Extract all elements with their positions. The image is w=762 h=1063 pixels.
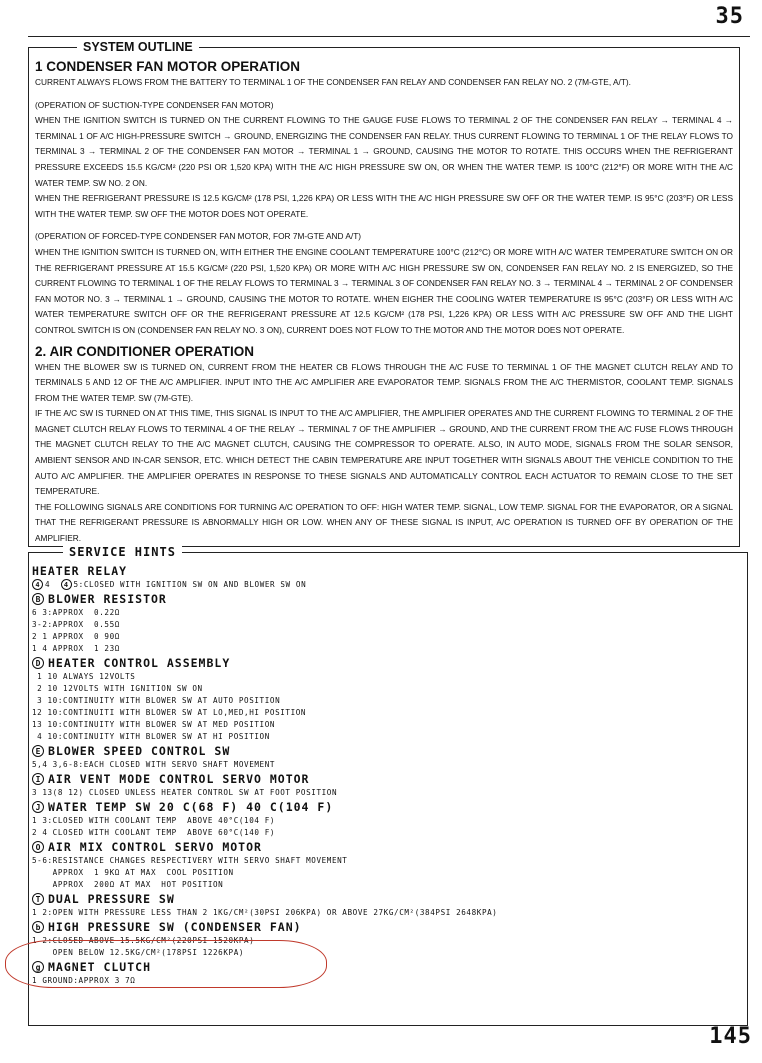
component-letter-icon: B bbox=[32, 593, 44, 605]
hint-line: 3-2:APPROX 0.55Ω bbox=[32, 620, 120, 629]
hint-heading: D HEATER CONTROL ASSEMBLY bbox=[32, 655, 741, 671]
header-rule bbox=[28, 36, 750, 37]
hint-heading: g MAGNET CLUTCH bbox=[32, 959, 741, 975]
component-letter-icon: E bbox=[32, 745, 44, 757]
hint-heading: I AIR VENT MODE CONTROL SERVO MOTOR bbox=[32, 771, 741, 787]
hint-line: 5,4 3,6-8:EACH CLOSED WITH SERVO SHAFT MOVEMENT bbox=[32, 760, 276, 769]
hint-line: 6 3:APPROX 0.22Ω bbox=[32, 608, 120, 617]
red-hand-drawn-circle bbox=[5, 940, 327, 988]
hint-line: APPROX 1 9KΩ AT MAX COOL POSITION bbox=[32, 868, 234, 877]
hint-line: 1 4 APPROX 1 23Ω bbox=[32, 644, 120, 653]
page-number-bottom: 145 bbox=[709, 1024, 752, 1049]
system-outline-title: SYSTEM OUTLINE bbox=[77, 39, 199, 55]
hint-line: 1 GROUND:APPROX 3 7Ω bbox=[32, 976, 136, 985]
component-letter-icon: O bbox=[32, 841, 44, 853]
hint-heading: b HIGH PRESSURE SW (CONDENSER FAN) bbox=[32, 919, 741, 935]
hint-heading: E BLOWER SPEED CONTROL SW bbox=[32, 743, 741, 759]
hint-line: 13 10:CONTINUITY WITH BLOWER SW AT MED POSITION bbox=[32, 720, 276, 729]
hint-line: 4 10:CONTINUITY WITH BLOWER SW AT HI POSITION bbox=[32, 732, 270, 741]
component-letter-icon: b bbox=[32, 921, 44, 933]
hint-heading: HEATER RELAY bbox=[32, 564, 128, 578]
paragraph: (OPERATION OF SUCTION-TYPE CONDENSER FAN MOTOR) bbox=[35, 99, 274, 110]
hint-heading: B BLOWER RESISTOR bbox=[32, 591, 741, 607]
component-letter-icon: 4 bbox=[61, 579, 72, 590]
hint-line: 3 13(8 12) CLOSED UNLESS HEATER CONTROL SW AT FOOT POSITION bbox=[32, 788, 338, 797]
hint-line: 2 1 APPROX 0 90Ω bbox=[32, 632, 120, 641]
hint-line: 1 2:CLOSED ABOVE 15.5KG/CM²(220PSI 1520KPA) bbox=[32, 936, 255, 945]
hint-line: 2 4 CLOSED WITH COOLANT TEMP ABOVE 60°C(140 F) bbox=[32, 828, 276, 837]
hint-heading: J WATER TEMP SW 20 C(68 F) 40 C(104 F) bbox=[32, 799, 741, 815]
paragraph: THE FOLLOWING SIGNALS ARE CONDITIONS FOR TURNING A/C OPERATION TO OFF: HIGH WATER TEMP. SIGNAL, LOW TEMP. SIGNAL FOR THE EVAPORATOR, OR A SIGNAL THAT THE REFRIGERANT PRESSURE IS ABNORMALLY HIGH OR LOW. WHEN ANY OF THESE SIGNAL IS INPUT, A/C OPERATION IS TURNED OFF BY OPERATION OF THE AMPLIFIER. bbox=[35, 501, 733, 544]
hint-line: OPEN BELOW 12.5KG/CM²(178PSI 1226KPA) bbox=[32, 948, 245, 957]
paragraph: WHEN THE IGNITION SWITCH IS TURNED ON THE CURRENT FLOWING TO THE GAUGE FUSE FLOWS TO TERMINAL 2 OF THE CONDENSER FAN RELAY → TERMINAL 4 → TERMINAL 1 OF A/C HIGH-PRESSURE SWITCH → GROUND, ENERGIZING THE CONDENSER FAN RELAY. THUS CURRENT FLOWING TO TERMINAL 1 OF THE RELAY FLOWS TO TERMINAL 3 → TERMINAL 2 OF THE CONDENSER FAN MOTOR → TERMINAL 1 → GROUND, CAUSING THE MOTOR TO ROTATE. THIS OCCURS WHEN THE REFRIGERANT PRESSURE EXCEEDS 15.5 KG/CM² (220 PSI OR 1,520 KPA) WITH THE A/C HIGH PRESSURE SW ON, OR WHEN THE WATER TEMP. IS 100°C (212°F) OR MORE WITH THE A/C WATER TEMP. SW NO. 2 ON. bbox=[35, 115, 733, 188]
hint-line: APPROX 200Ω AT MAX HOT POSITION bbox=[32, 880, 224, 889]
hint-heading: T DUAL PRESSURE SW bbox=[32, 891, 741, 907]
paragraph: WHEN THE IGNITION SWITCH IS TURNED ON, WITH EITHER THE ENGINE COOLANT TEMPERATURE 100°C (212°C) OR MORE WITH A/C WATER TEMPERATURE SWITCH ON OR THE REFRIGERANT PRESSURE AT 15.5 KG/CM² (220 PSI, 1,520 KPA) OR MORE WITH A/C HIGH PRESSURE SW ON, CONDENSER FAN RELAY NO. 2 IS ENERGIZED, SO THE CURRENT FLOWING TO TERMINAL 1 OF THE RELAY FLOWS TO TERMINAL 3 → TERMINAL 3 OF CONDENSER FAN RELAY NO. 3 → TERMINAL 4 → TERMINAL 2 OF CONDENSER FAN MOTOR NO. 3 → TERMINAL 1 → GROUND, CAUSING THE MOTOR TO ROTATE. WHEN EIGHER THE COOLING WATER TEMPERATURE IS 95°C (203°F) OR LESS WITH A/C WATER TEMPERATURE SWITCH OFF OR THE REFRIGERANT PRESSURE AT 12.5 KG/CM² (178 PSI, 1,226 KPA) OR LESS WITH A/C PRESSURE SW OFF AND THE LIGHT CONTROL SWITCH IS ON (CONDENSER FAN RELAY NO. 3 ON), CURRENT DOES NOT FLOW TO THE MOTOR AND THE MOTOR DOES NOT OPERATE. bbox=[35, 246, 733, 335]
component-letter-icon: J bbox=[32, 801, 44, 813]
paragraph: IF THE A/C SW IS TURNED ON AT THIS TIME, THIS SIGNAL IS INPUT TO THE A/C AMPLIFIER, THE AMPLIFIER OPERATES AND THE CURRENT FLOWING TO TERMINAL 2 OF THE MAGNET CLUTCH RELAY FLOWS TO TERMINAL 4 OF THE RELAY → TERMINAL 7 OF THE AMPLIFIER → GROUND, AND THE CURRENT FROM THE A/C FUSE FLOWS THROUGH THE MAGNET CLUTCH RELAY TO THE A/C MAGNET CLUTCH, CAUSING THE COMPRESSOR TO OPERATE. ALSO, IN AUTO MODE, SIGNALS FROM THE SOLAR SENSOR, AMBIENT SENSOR AND IN-CAR SENSOR, ETC. WHICH DETECT THE CABIN TEMPERATURE ARE INPUT TOGETHER WITH SIGNALS ABOUT THE VEHICLE CONDITION TO THE AUTO A/C AMPLIFIER. THE AMPLIFIER OPERATES IN RESPONSE TO THESE SIGNALS AND AUTOMATICALLY CONTROL EACH ACTUATOR TO REMAIN CLOSE TO THE SET TEMPERATURE. bbox=[35, 408, 733, 497]
hint-line: 1 2:OPEN WITH PRESSURE LESS THAN 2 1KG/CM²(30PSI 206KPA) OR ABOVE 27KG/CM²(384PSI 2648KPA) bbox=[32, 908, 498, 917]
paragraph: WHEN THE BLOWER SW IS TURNED ON, CURRENT FROM THE HEATER CB FLOWS THROUGH THE A/C FUSE TO TERMINAL 1 OF THE MAGNET CLUTCH RELAY AND TO TERMINALS 5 AND 12 OF THE A/C AMPLIFIER. INPUT INTO THE A/C AMPLIFIER ARE EVAPORATOR TEMP. SIGNALS FROM THE A/C THERMISTOR, COOLANT TEMP. SIGNALS FROM THE WATER TEMP. SW (7M-GTE). bbox=[35, 361, 733, 403]
service-hints-title: SERVICE HINTS bbox=[63, 544, 182, 560]
hint-heading: O AIR MIX CONTROL SERVO MOTOR bbox=[32, 839, 741, 855]
hint-line: 4 4 4 5:CLOSED WITH IGNITION SW ON AND BLOWER SW ON bbox=[32, 579, 741, 591]
component-letter-icon: 4 bbox=[32, 579, 43, 590]
paragraph: CURRENT ALWAYS FLOWS FROM THE BATTERY TO TERMINAL 1 OF THE CONDENSER FAN RELAY AND CONDENSER FAN RELAY NO. 2 (7M-GTE, A/T). bbox=[35, 77, 631, 87]
system-outline-content bbox=[35, 58, 733, 547]
component-letter-icon: I bbox=[32, 773, 44, 785]
page-number-top: 35 bbox=[715, 4, 744, 29]
component-letter-icon: g bbox=[32, 961, 44, 973]
hint-line: 1 10 ALWAYS 12VOLTS bbox=[32, 672, 136, 681]
hint-line: 12 10:CONTINUITI WITH BLOWER SW AT LO,MED,HI POSITION bbox=[32, 708, 307, 717]
paragraph: (OPERATION OF FORCED-TYPE CONDENSER FAN MOTOR, FOR 7M-GTE AND A/T) bbox=[35, 231, 362, 242]
component-letter-icon: T bbox=[32, 893, 44, 905]
hint-line: 5-6:RESISTANCE CHANGES RESPECTIVERY WITH SERVO SHAFT MOVEMENT bbox=[32, 856, 348, 865]
service-hints-content bbox=[32, 563, 741, 987]
hint-line: 1 3:CLOSED WITH COOLANT TEMP ABOVE 40°C(104 F) bbox=[32, 816, 276, 825]
paragraph: WHEN THE REFRIGERANT PRESSURE IS 12.5 KG/CM² (178 PSI, 1,226 KPA) OR LESS WITH THE A/C HIGH PRESSURE SW OFF OR THE WATER TEMP. IS 95°C (203°F) OR LESS WITH THE WATER TEMP. SW OFF THE MOTOR DOES NOT OPERATE. bbox=[35, 193, 733, 219]
system-outline-box bbox=[28, 40, 740, 547]
hint-line: 2 10 12VOLTS WITH IGNITION SW ON bbox=[32, 684, 203, 693]
hint-line: 3 10:CONTINUITY WITH BLOWER SW AT AUTO POSITION bbox=[32, 696, 281, 705]
section-heading-condenser-fan: 1 CONDENSER FAN MOTOR OPERATION bbox=[35, 59, 301, 74]
section-heading-air-conditioner: 2. AIR CONDITIONER OPERATION bbox=[35, 343, 255, 359]
component-letter-icon: D bbox=[32, 657, 44, 669]
